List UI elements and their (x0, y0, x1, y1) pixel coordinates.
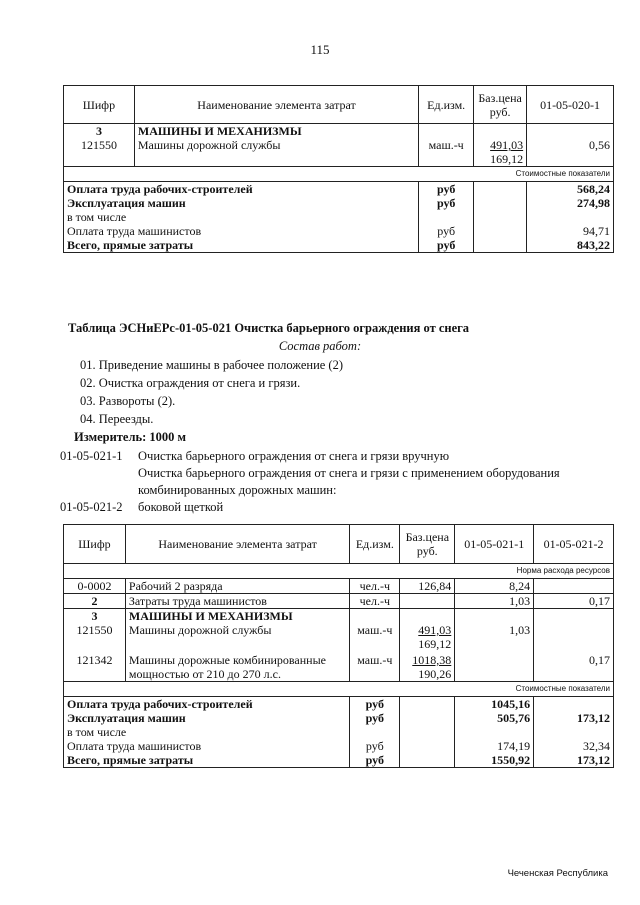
items-list (60, 448, 560, 516)
total-name: в том числе (64, 210, 419, 224)
header-code: Шифр (64, 86, 135, 124)
total-name: Оплата труда машинистов (64, 224, 419, 238)
cost-table-1 (63, 85, 614, 253)
total-unit: руб (419, 182, 474, 197)
total-value: 568,24 (527, 182, 614, 197)
price-total: 1018,38 (412, 653, 452, 667)
group-title: МАШИНЫ И МЕХАНИЗМЫ (125, 609, 349, 624)
machine-code: 121550 (64, 623, 126, 651)
group-title: МАШИНЫ И МЕХАНИЗМЫ (134, 124, 418, 139)
work-item: 03. Развороты (2). (80, 394, 176, 408)
header-code: Шифр (64, 525, 126, 564)
total-value: 94,71 (527, 224, 614, 238)
total-name: Оплата труда рабочих-строителей (64, 182, 419, 197)
row-price (400, 594, 455, 609)
row-price (474, 138, 527, 167)
header-norm-2: 01-05-021-2 (534, 525, 614, 564)
row-name: Рабочий 2 разряда (125, 579, 349, 594)
section-label: Стоимостные показатели (64, 682, 614, 697)
total-unit: руб (350, 711, 400, 725)
machine-name-line: мощностью от 210 до 270 л.с. (128, 667, 281, 681)
page-number: 115 (310, 42, 330, 57)
machine-value-1 (455, 651, 534, 682)
norm-label: Норма расхода ресурсов (64, 564, 614, 579)
header-name: Наименование элемента затрат (125, 525, 349, 564)
machine-name-line: Машины дорожные комбинированные (128, 653, 326, 667)
price-salary: 169,12 (490, 152, 524, 166)
row-price: 126,84 (400, 579, 455, 594)
group-code: 3 (64, 609, 126, 624)
total-value-2 (534, 697, 614, 712)
total-value-2: 173,12 (534, 711, 614, 725)
header-norm: 01-05-020-1 (527, 86, 614, 124)
row-name: Затраты труда машинистов (125, 594, 349, 609)
header-price: Баз.цена руб. (400, 525, 455, 564)
price-salary: 190,26 (418, 667, 452, 681)
row-name: Машины дорожной службы (134, 138, 418, 167)
machine-price (400, 623, 455, 651)
total-unit: руб (350, 753, 400, 768)
total-name: Всего, прямые затраты (64, 753, 350, 768)
total-value-2: 173,12 (534, 753, 614, 768)
price-salary: 169,12 (418, 637, 452, 651)
total-unit: руб (419, 224, 474, 238)
machine-value-2 (534, 623, 614, 651)
works-title: Состав работ: (278, 339, 362, 353)
machine-value-2: 0,17 (534, 651, 614, 682)
machine-unit: маш.-ч (350, 623, 400, 651)
cost-table-2 (63, 524, 614, 768)
total-value-1: 1550,92 (455, 753, 534, 768)
machine-price (400, 651, 455, 682)
row-value: 0,56 (527, 138, 614, 167)
table-title: Таблица ЭСНиЕРс-01-05-021 Очистка барьерного ограждения от снега (68, 321, 470, 335)
total-name: Эксплуатация машин (64, 711, 350, 725)
total-value: 843,22 (527, 238, 614, 253)
price-total: 491,03 (418, 623, 452, 637)
row-unit: маш.-ч (419, 138, 474, 167)
total-unit: руб (350, 739, 400, 753)
work-item: 02. Очистка ограждения от снега и грязи. (80, 376, 301, 390)
works-list (80, 356, 343, 428)
total-value-1: 174,19 (455, 739, 534, 753)
header-name: Наименование элемента затрат (134, 86, 418, 124)
total-value-2: 32,34 (534, 739, 614, 753)
total-name: Всего, прямые затраты (64, 238, 419, 253)
machine-unit: маш.-ч (350, 651, 400, 682)
row-value-1: 8,24 (455, 579, 534, 594)
row-value-1: 1,03 (455, 594, 534, 609)
row-code: 0-0002 (64, 579, 126, 594)
total-unit: руб (350, 697, 400, 712)
price-total: 491,03 (490, 138, 524, 152)
machine-name (125, 651, 349, 682)
footer: Чеченская Республика (507, 868, 608, 879)
row-code: 2 (64, 594, 126, 609)
total-value-1: 1045,16 (455, 697, 534, 712)
header-price: Баз.цена руб. (474, 86, 527, 124)
total-unit: руб (419, 238, 474, 253)
item-code: 01-05-021-1 (60, 449, 123, 463)
row-code: 121550 (64, 138, 135, 167)
header-unit: Ед.изм. (350, 525, 400, 564)
work-item: 04. Переезды. (80, 412, 154, 426)
total-name: Оплата труда рабочих-строителей (64, 697, 350, 712)
section-label: Стоимостные показатели (64, 167, 614, 182)
item-text: комбинированных дорожных машин: (138, 483, 337, 497)
row-unit: чел.-ч (350, 594, 400, 609)
work-item: 01. Приведение машины в рабочее положение (2) (80, 358, 344, 372)
row-unit: чел.-ч (350, 579, 400, 594)
total-name: Эксплуатация машин (64, 196, 419, 210)
machine-code: 121342 (64, 651, 126, 682)
total-name: Оплата труда машинистов (64, 739, 350, 753)
group-code: 3 (64, 124, 135, 139)
row-value-2 (534, 579, 614, 594)
row-value-2: 0,17 (534, 594, 614, 609)
machine-name: Машины дорожной службы (125, 623, 349, 651)
item-text: Очистка барьерного ограждения от снега и грязи с применением оборудования (138, 466, 560, 480)
item-text: Очистка барьерного ограждения от снега и грязи вручную (138, 449, 450, 463)
total-value-1: 505,76 (455, 711, 534, 725)
total-name: в том числе (64, 725, 350, 739)
header-unit: Ед.изм. (419, 86, 474, 124)
total-value: 274,98 (527, 196, 614, 210)
total-unit: руб (419, 196, 474, 210)
item-text: боковой щеткой (138, 500, 224, 514)
machine-value-1: 1,03 (455, 623, 534, 651)
item-code: 01-05-021-2 (60, 500, 123, 514)
header-norm-1: 01-05-021-1 (455, 525, 534, 564)
measure: Измеритель: 1000 м (74, 430, 187, 444)
